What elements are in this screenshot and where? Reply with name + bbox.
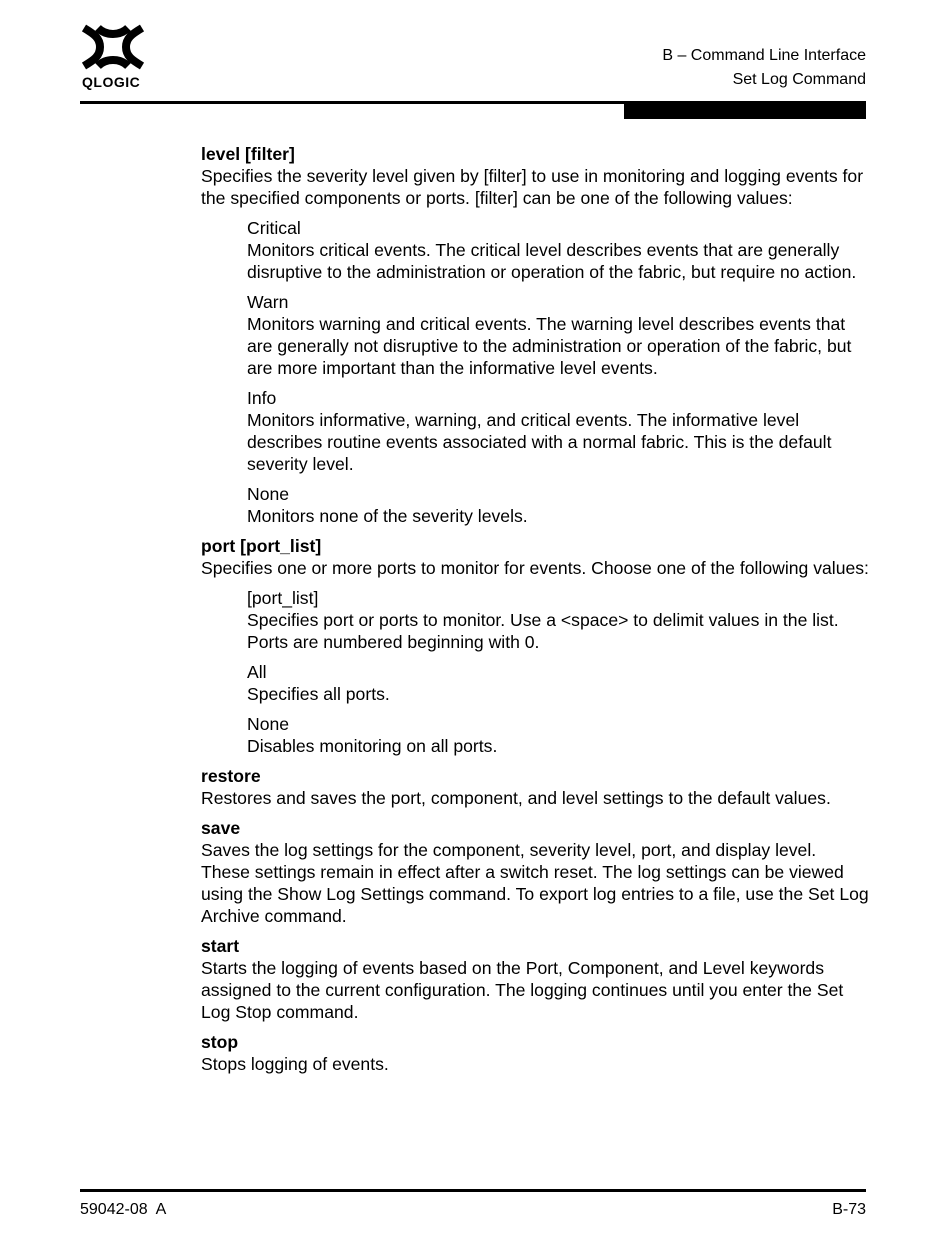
logo-text: QLOGIC (82, 74, 141, 90)
value-item (201, 661, 869, 705)
value-item (201, 217, 869, 283)
value-name: All (247, 662, 267, 682)
description: Starts the logging of events based on the Port, Component, and Level keywords assigned to the current configuration. The logging continues until you enter the Set Log Stop command. (201, 958, 844, 1022)
footer-doc-number: 59042-08 A (80, 1201, 167, 1218)
entry-level (201, 143, 869, 527)
term: restore (201, 766, 261, 786)
entry-start (201, 935, 869, 1023)
description: Restores and saves the port, component, and level settings to the default values. (201, 788, 831, 808)
entry-port (201, 535, 869, 757)
value-description: Monitors warning and critical events. The warning level describes events that are generally not disruptive to the administration or operation of the fabric, but are more important than the informative level events. (247, 314, 852, 378)
header-bar (624, 104, 866, 119)
header-section: Set Log Command (732, 71, 866, 88)
value-description: Specifies port or ports to monitor. Use a <space> to delimit values in the list. Ports are numbered beginning with 0. (247, 610, 839, 652)
page-content (201, 143, 869, 1083)
running-header (662, 44, 866, 92)
description: Stops logging of events. (201, 1054, 389, 1074)
value-description: Disables monitoring on all ports. (247, 736, 498, 756)
description: Specifies one or more ports to monitor for events. Choose one of the following values: (201, 558, 869, 578)
term: start (201, 936, 240, 956)
value-description: Monitors informative, warning, and critical events. The informative level describes routine events associated with a normal fabric. This is the default severity level. (247, 410, 832, 474)
entry-save (201, 817, 869, 927)
value-name: None (247, 484, 290, 504)
value-item (201, 587, 869, 653)
value-name: [port_list] (247, 588, 319, 608)
value-name: Info (247, 388, 277, 408)
value-name: Critical (247, 218, 301, 238)
value-item (201, 713, 869, 757)
header-chapter: B – Command Line Interface (662, 47, 866, 64)
footer-page-number: B-73 (832, 1201, 866, 1218)
term: save (201, 818, 241, 838)
term: port [port_list] (201, 536, 322, 556)
value-description: Specifies all ports. (247, 684, 390, 704)
value-item (201, 291, 869, 379)
value-name: None (247, 714, 290, 734)
entry-stop (201, 1031, 869, 1075)
term: level [filter] (201, 144, 295, 164)
entry-restore (201, 765, 869, 809)
term: stop (201, 1032, 239, 1052)
value-item (201, 483, 869, 527)
description: Saves the log settings for the component, severity level, port, and display level. These settings remain in effect after a switch reset. The log settings can be viewed using the Show Log Settings command. To export log entries to a file, use the Set Log Archive command. (201, 840, 869, 926)
value-item (201, 387, 869, 475)
qlogic-logo-icon (80, 24, 146, 70)
value-description: Monitors critical events. The critical level describes events that are generally disruptive to the administration or operation of the fabric, but require no action. (247, 240, 857, 282)
value-name: Warn (247, 292, 289, 312)
description: Specifies the severity level given by [filter] to use in monitoring and logging events for the specified components or ports. [filter] can be one of the following values: (201, 166, 864, 208)
footer-rule (80, 1189, 866, 1192)
qlogic-logo (80, 24, 152, 94)
value-list (201, 587, 869, 757)
value-list (201, 217, 869, 527)
value-description: Monitors none of the severity levels. (247, 506, 528, 526)
